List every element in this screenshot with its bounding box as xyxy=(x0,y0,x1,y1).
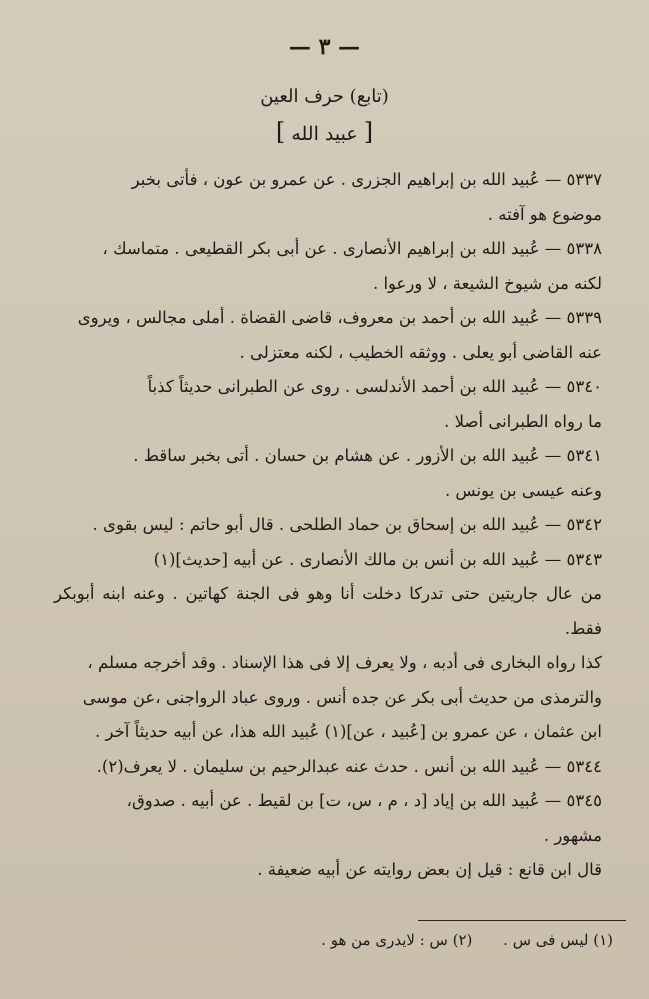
text-line: ابن عثمان ، عن عمرو بن [عُبيد ، عن](١) عُبيد الله هذا، عن أبيه حديثاً آخر . xyxy=(95,722,602,741)
text-line: لكنه من شيوخ الشيعة ، لا ورعوا . xyxy=(372,273,602,293)
page-body xyxy=(54,163,602,888)
footnote-divider xyxy=(418,920,626,921)
text-line: ٥٣٤٥ — عُبيد الله بن إياد [د ، م ، س، ت] بن لقيط . عن أبيه . صدوق، xyxy=(126,791,602,810)
subsection-title-text: عبيد الله xyxy=(291,123,358,145)
text-line: ٥٣٤٠ — عُبيد الله بن أحمد الأندلسى . روى عن الطبرانى حديثاً كذباً xyxy=(147,377,602,396)
text-line: كذا رواه البخارى فى أدبه ، ولا يعرف إلا فى هذا الإسناد . وقد أخرجه مسلم ، xyxy=(87,653,602,672)
page-number: — ٣ — xyxy=(288,34,361,60)
text-line: والترمذى من حديث أبى بكر عن جده أنس . وروى عباد الرواجنى ،عن موسى xyxy=(82,687,602,707)
text-line: عنه القاضى أبو يعلى . ووثقه الخطيب ، لكنه معتزلى . xyxy=(239,342,602,362)
footnotes xyxy=(193,928,613,952)
text-line: مشهور . xyxy=(543,825,602,845)
text-line: ٥٣٤١ — عُبيد الله بن الأزور . عن هشام بن حسان . أتى بخبر ساقط . xyxy=(133,446,602,465)
section-title: (تابع) حرف العين xyxy=(260,86,389,107)
footnote-2: (٢) س : لايدرى من هو . xyxy=(321,931,473,949)
text-line: ٥٣٣٨ — عُبيد الله بن إبراهيم الأنصارى . عن أبى بكر القطيعى . متماسك ، xyxy=(102,239,602,258)
bracket-open: [ xyxy=(363,118,374,146)
subsection-title xyxy=(0,118,649,146)
text-line: ٥٣٣٧ — عُبيد الله بن إبراهيم الجزرى . عن عمرو بن عون ، فأتى بخبر xyxy=(131,170,602,189)
text-line: ٥٣٣٩ — عُبيد الله بن أحمد بن معروف، قاضى القضاة . أملى مجالس ، ويروى xyxy=(77,308,602,327)
text-line: قال ابن قانع : قيل إن بعض روايته عن أبيه ضعيفة . xyxy=(257,860,602,879)
bracket-close: ] xyxy=(275,118,286,146)
text-line: وعنه عيسى بن يونس . xyxy=(444,480,602,500)
footnote-1: (١) ليس فى س . xyxy=(503,931,613,949)
text-line: موضوع هو آفته . xyxy=(487,204,602,224)
text-line: ٥٣٤٣ — عُبيد الله بن أنس بن مالك الأنصارى . عن أبيه [حديث](١) xyxy=(153,549,602,569)
text-line: ما رواه الطبرانى أصلا . xyxy=(444,411,602,431)
text-line: ٥٣٤٤ — عُبيد الله بن أنس . حدث عنه عبدالرحيم بن سليمان . لا يعرف(٢). xyxy=(96,756,602,776)
text-line: من عال جاريتين حتى تدركا دخلت أنا وهو فى الجنة كهاتين . وعنه ابنه أبوبكر فقط. xyxy=(54,584,602,638)
text-line: ٥٣٤٢ — عُبيد الله بن إسحاق بن حماد الطلحى . قال أبو حاتم : ليس بقوى . xyxy=(92,515,602,534)
